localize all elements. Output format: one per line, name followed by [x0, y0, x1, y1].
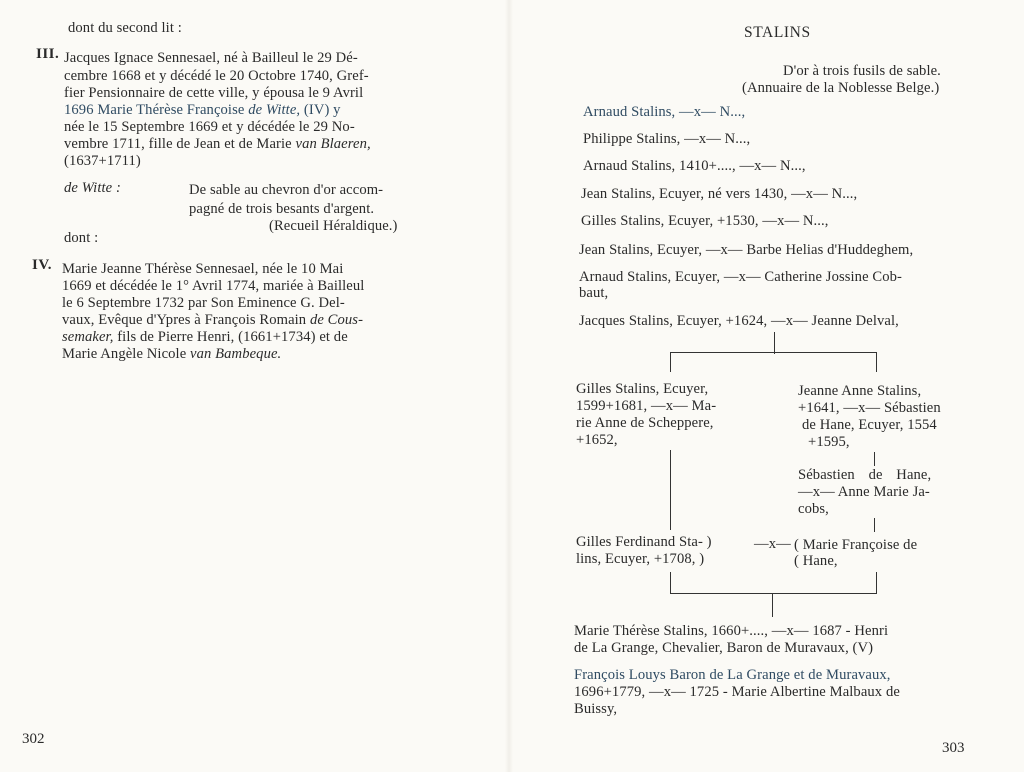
- tree-text: Jeanne Anne Stalins,: [798, 383, 922, 399]
- name-italic: de Cous-: [309, 312, 364, 328]
- page-302: [0, 0, 510, 772]
- entry-iii-line: (1637+1711): [64, 153, 141, 169]
- text-span: vembre 1711, fille de Jean et de Marie: [64, 136, 296, 152]
- name-italic: van Bambeque.: [190, 346, 282, 362]
- entry-iv-line: [62, 346, 281, 363]
- entry-iv-line: Marie Jeanne Thérèse Sennesael, née le 10 Mai: [62, 261, 344, 277]
- tree-line: [876, 352, 877, 372]
- blazon: D'or à trois fusils de sable.: [783, 63, 941, 79]
- tree-text: Gilles Ferdinand Sta- ): [576, 534, 712, 550]
- final-line: Marie Thérèse Stalins, 1660+...., —x— 1687 - Henri: [574, 623, 889, 639]
- lineage-line: Arnaud Stalins, —x— N...,: [583, 104, 746, 120]
- entry-numeral-iii: III.: [36, 46, 60, 62]
- entry-iv-line: [62, 312, 363, 329]
- lineage-line: Arnaud Stalins, 1410+...., —x— N...,: [583, 158, 806, 174]
- entry-iv-line: [62, 329, 348, 346]
- tree-line: [670, 352, 671, 372]
- text-span: (IV) y: [300, 102, 341, 118]
- text-span: vaux, Evêque d'Ypres à François Romain: [62, 312, 310, 328]
- text-span: 1696 Marie Thérèse Françoise: [64, 102, 249, 118]
- tree-text: lins, Ecuyer, +1708, ): [576, 551, 705, 567]
- entry-iii-line: née le 15 Septembre 1669 et y décédée le 29 No-: [64, 119, 355, 135]
- tree-text: rie Anne de Scheppere,: [576, 415, 714, 431]
- text-span: Marie Angèle Nicole: [62, 346, 191, 362]
- final-line: Buissy,: [574, 701, 618, 717]
- lineage-line: baut,: [579, 285, 609, 301]
- tree-line: [670, 450, 671, 530]
- entry-iii-line: [64, 102, 341, 119]
- final-line: François Louys Baron de La Grange et de Muravaux,: [574, 667, 891, 683]
- tree-line: [670, 572, 671, 594]
- final-line: 1696+1779, —x— 1725 - Marie Albertine Malbaux de: [574, 684, 900, 700]
- name-italic: van Blaeren,: [295, 136, 371, 152]
- tree-text: ( Hane,: [794, 553, 838, 569]
- text-span: fils de Pierre Henri, (1661+1734) et de: [113, 329, 348, 345]
- dont-text: dont :: [64, 230, 99, 246]
- tree-line: [876, 572, 877, 594]
- tree-text: de Hane, Ecuyer, 1554: [802, 417, 937, 433]
- arms-line: pagné de trois besants d'argent.: [189, 201, 375, 217]
- entry-iv-line: 1669 et décédée le 1° Avril 1774, mariée à Bailleul: [62, 278, 365, 294]
- final-line: de La Grange, Chevalier, Baron de Muravaux, (V): [574, 640, 874, 656]
- tree-text: —x— Anne Marie Ja-: [798, 484, 930, 500]
- tree-text: +1595,: [808, 434, 850, 450]
- tree-text: 1599+1681, —x— Ma-: [576, 398, 717, 414]
- tree-text: Sébastien de Hane,: [798, 467, 932, 483]
- tree-line: [774, 332, 775, 354]
- tree-text: +1652,: [576, 432, 618, 448]
- intro-text: dont du second lit :: [68, 20, 182, 36]
- page-number: 303: [942, 740, 965, 756]
- page-303: [512, 0, 1024, 772]
- name-italic: de Witte,: [248, 102, 301, 118]
- arms-source: (Recueil Héraldique.): [269, 218, 398, 234]
- entry-iii-line: Jacques Ignace Sennesael, né à Bailleul le 29 Dé-: [64, 50, 358, 66]
- entry-iii-line: fier Pensionnaire de cette ville, y épousa le 9 Avril: [64, 85, 364, 101]
- lineage-line: Jacques Stalins, Ecuyer, +1624, —x— Jeanne Delval,: [579, 313, 899, 329]
- tree-line: [772, 593, 773, 617]
- tree-text: cobs,: [798, 501, 829, 517]
- arms-line: De sable au chevron d'or accom-: [189, 182, 384, 198]
- lineage-line: Gilles Stalins, Ecuyer, +1530, —x— N...,: [581, 213, 829, 229]
- tree-line: [874, 452, 875, 466]
- tree-text: Gilles Stalins, Ecuyer,: [576, 381, 709, 397]
- lineage-line: Arnaud Stalins, Ecuyer, —x— Catherine Jossine Cob-: [579, 269, 902, 285]
- tree-line: [670, 352, 876, 353]
- page-title: STALINS: [744, 24, 811, 41]
- entry-iii-line: cembre 1668 et y décédé le 20 Octobre 1740, Gref-: [64, 68, 369, 84]
- tree-line: [670, 593, 876, 594]
- tree-line: [874, 518, 875, 532]
- tree-text: +1641, —x— Sébastien: [798, 400, 941, 416]
- lineage-line: Philippe Stalins, —x— N...,: [583, 131, 751, 147]
- tree-text: —x—: [754, 536, 791, 552]
- lineage-line: Jean Stalins, Ecuyer, né vers 1430, —x— N...,: [581, 186, 858, 202]
- tree-text: ( Marie Françoise de: [794, 537, 918, 553]
- blazon-source: (Annuaire de la Noblesse Belge.): [742, 80, 940, 96]
- entry-iv-line: le 6 Septembre 1732 par Son Eminence G. Del-: [62, 295, 345, 311]
- name-italic: semaker,: [62, 329, 114, 345]
- arms-name: de Witte :: [64, 180, 121, 196]
- entry-numeral-iv: IV.: [32, 257, 52, 273]
- lineage-line: Jean Stalins, Ecuyer, —x— Barbe Helias d'Huddeghem,: [579, 242, 914, 258]
- entry-iii-line: [64, 136, 371, 153]
- page-number: 302: [22, 731, 45, 747]
